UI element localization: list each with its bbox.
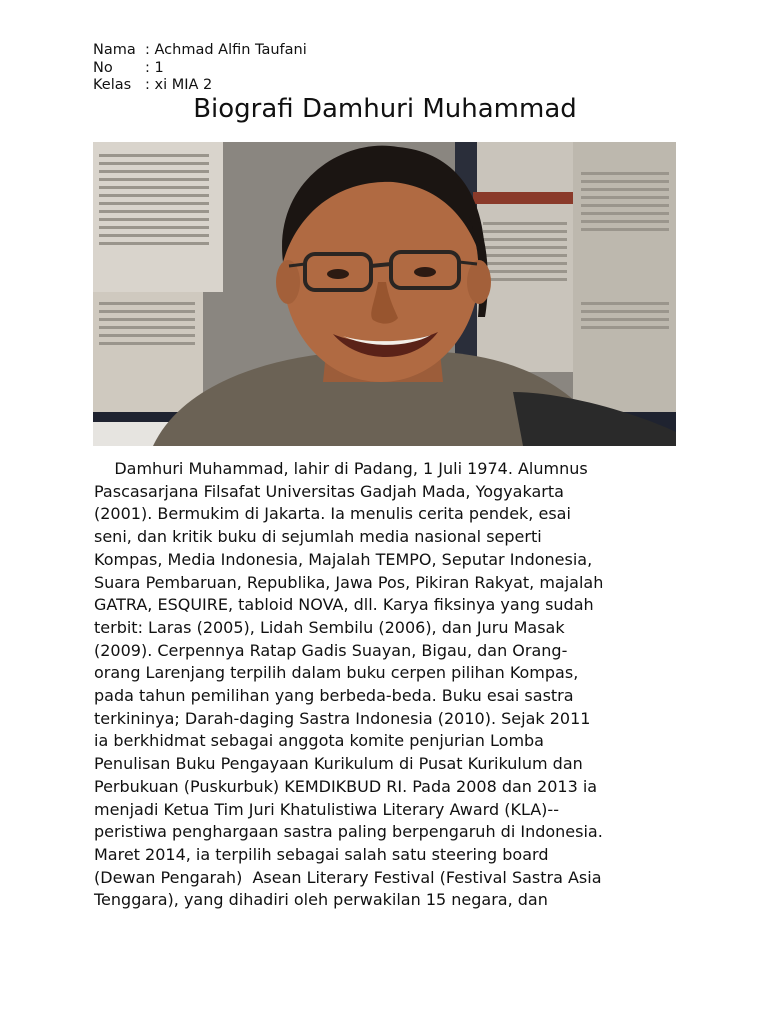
number-value: : 1 xyxy=(145,59,164,76)
student-info xyxy=(93,42,307,95)
biography-line: pada tahun pemilihan yang berbeda-beda. Buku esai sastra xyxy=(94,686,574,706)
biography-line: Penulisan Buku Pengayaan Kurikulum di Pusat Kurikulum dan xyxy=(94,754,583,774)
biography-line: Maret 2014, ia terpilih sebagai salah satu steering board xyxy=(94,844,549,864)
portrait-illustration xyxy=(93,142,676,446)
biography-line: ia berkhidmat sebagai anggota komite penjurian Lomba xyxy=(94,731,544,751)
biography-line: Perbukuan (Puskurbuk) KEMDIKBUD RI. Pada 2008 dan 2013 ia xyxy=(94,776,598,796)
biography-line: Tenggara), yang dihadiri oleh perwakilan 15 negara, dan xyxy=(94,890,548,910)
biography-line: Kompas, Media Indonesia, Majalah TEMPO, Seputar Indonesia, xyxy=(94,549,593,569)
biography-line: (2009). Cerpennya Ratap Gadis Suayan, Bigau, dan Orang- xyxy=(94,640,568,660)
biography-line: (Dewan Pengarah) Asean Literary Festival (Festival Sastra Asia xyxy=(94,867,602,887)
biography-line: Suara Pembaruan, Republika, Jawa Pos, Pikiran Rakyat, majalah xyxy=(94,572,604,592)
biography-line: Damhuri Muhammad, lahir di Padang, 1 Juli 1974. Alumnus xyxy=(94,459,588,478)
name-row xyxy=(93,42,307,60)
biography-line: GATRA, ESQUIRE, tabloid NOVA, dll. Karya fiksinya yang sudah xyxy=(94,595,594,615)
number-row xyxy=(93,60,307,78)
portrait-photo xyxy=(93,142,676,446)
page-title: Biografi Damhuri Muhammad xyxy=(193,94,577,124)
name-value: : Achmad Alfin Taufani xyxy=(145,42,307,58)
biography-line: orang Larenjang terpilih dalam buku cerpen pilihan Kompas, xyxy=(94,663,579,683)
class-label: Kelas xyxy=(93,77,132,93)
biography-line: menjadi Ketua Tim Juri Khatulistiwa Literary Award (KLA)-- xyxy=(94,799,559,819)
biography-line: Pascasarjana Filsafat Universitas Gadjah Mada, Yogyakarta xyxy=(94,481,564,501)
biography-line: (2001). Bermukim di Jakarta. Ia menulis cerita pendek, esai xyxy=(94,504,571,524)
biography-line: terbit: Laras (2005), Lidah Sembilu (2006), dan Juru Masak xyxy=(94,617,565,637)
class-value: : xi MIA 2 xyxy=(145,77,213,93)
biography-text xyxy=(94,458,678,912)
name-label: Nama xyxy=(93,42,136,58)
number-label: No xyxy=(93,59,113,76)
biography-line: terkininya; Darah-daging Sastra Indonesia (2010). Sejak 2011 xyxy=(94,708,591,728)
biography-line: seni, dan kritik buku di sejumlah media nasional seperti xyxy=(94,527,542,547)
biography-line: peristiwa penghargaan sastra paling berpengaruh di Indonesia. xyxy=(94,822,603,842)
